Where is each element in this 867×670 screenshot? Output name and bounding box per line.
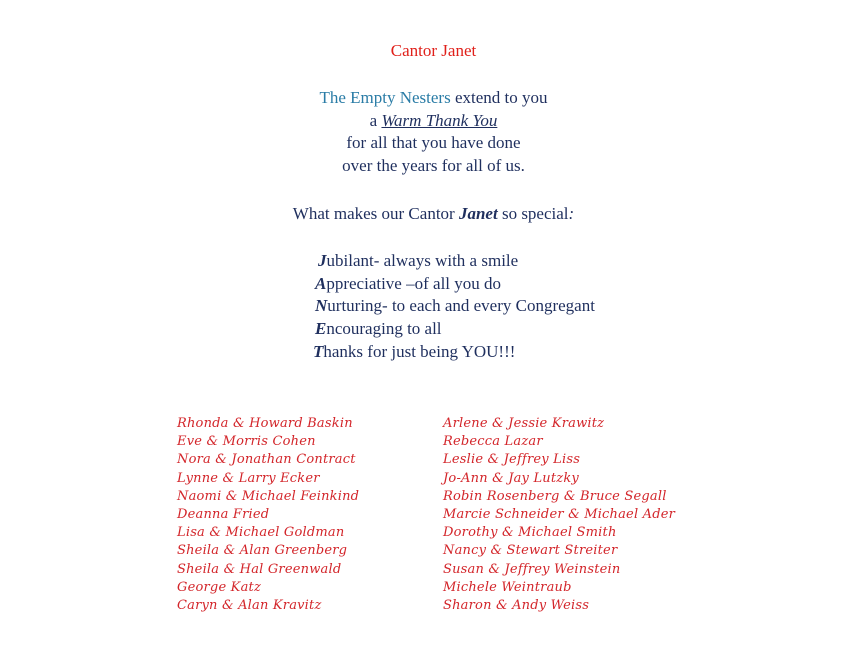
signatory-name: Lisa & Michael Goldman [177,525,345,541]
signatory-name: Caryn & Alan Kravitz [177,597,322,613]
document-title [0,40,867,63]
acrostic-text: ppreciative –of all you do [326,273,502,293]
signatory-name: Rebecca Lazar [443,434,543,450]
message-line-4: over the years for all of us. [342,155,525,175]
special-suffix-text: so special [497,204,569,223]
title-text: Cantor Janet [390,41,477,60]
signatory-name: George Katz [177,579,262,595]
signatory-name: Lynne & Larry Ecker [177,470,320,486]
signatory-name: Arlene & Jessie Krawitz [443,416,605,431]
message-line-3: for all that you have done [346,133,521,152]
acrostic-letter: J [318,251,327,270]
warm-prefix-text: a [369,110,382,130]
acrostic-letter: A [315,273,327,293]
special-prefix-text: What makes our Cantor [292,204,459,223]
signatory-name: Sheila & Alan Greenberg [177,543,348,559]
warm-thank-you-text: Warm Thank You [381,110,498,130]
acrostic-text: ncouraging to all [326,319,442,339]
signatory-name: Leslie & Jeffrey Liss [443,452,581,468]
signatory-name: Eve & Morris Cohen [177,434,316,450]
signatories-right-column [443,415,675,615]
empty-nesters-text: The Empty Nesters [319,88,451,107]
signatories-left-column [177,415,359,615]
signatory-name: Naomi & Michael Feinkind [177,488,360,504]
special-name-text: Janet [458,204,498,223]
signatory-name: Dorothy & Michael Smith [443,525,617,541]
acrostic-line [315,273,501,296]
acrostic-text: ubilant- always with a smile [326,251,519,270]
special-heading [0,203,867,226]
signatory-name: Susan & Jeffrey Weinstein [443,561,621,577]
signatory-name: Deanna Fried [177,506,270,522]
acrostic-line [315,318,442,341]
message-line-2 [0,110,867,133]
message-line-1 [0,87,867,110]
thank-you-message [0,87,867,177]
acrostic-letter: N [315,296,328,316]
extend-text: extend to you [450,88,548,107]
signatory-name: Nancy & Stewart Streiter [443,543,618,559]
acrostic-line [315,295,595,318]
signatory-name: Nora & Jonathan Contract [177,452,356,468]
acrostic-line [318,250,518,273]
acrostic-text: hanks for just being YOU!!! [323,341,516,361]
special-colon-text: : [568,204,575,223]
acrostic-text: urturing- to each and every Congregant [327,296,595,316]
acrostic-line [313,341,515,364]
acrostic-letter: T [313,341,324,361]
signatory-name: Rhonda & Howard Baskin [177,416,353,431]
signatory-name: Sheila & Hal Greenwald [177,561,342,577]
signatory-name: Marcie Schneider & Michael Ader [443,506,676,522]
signatory-name: Michele Weintraub [443,579,572,595]
signatory-name: Jo-Ann & Jay Lutzky [443,470,579,486]
signatory-name: Sharon & Andy Weiss [443,597,590,613]
signatory-name: Robin Rosenberg & Bruce Segall [443,488,667,504]
acrostic-letter: E [315,319,327,339]
